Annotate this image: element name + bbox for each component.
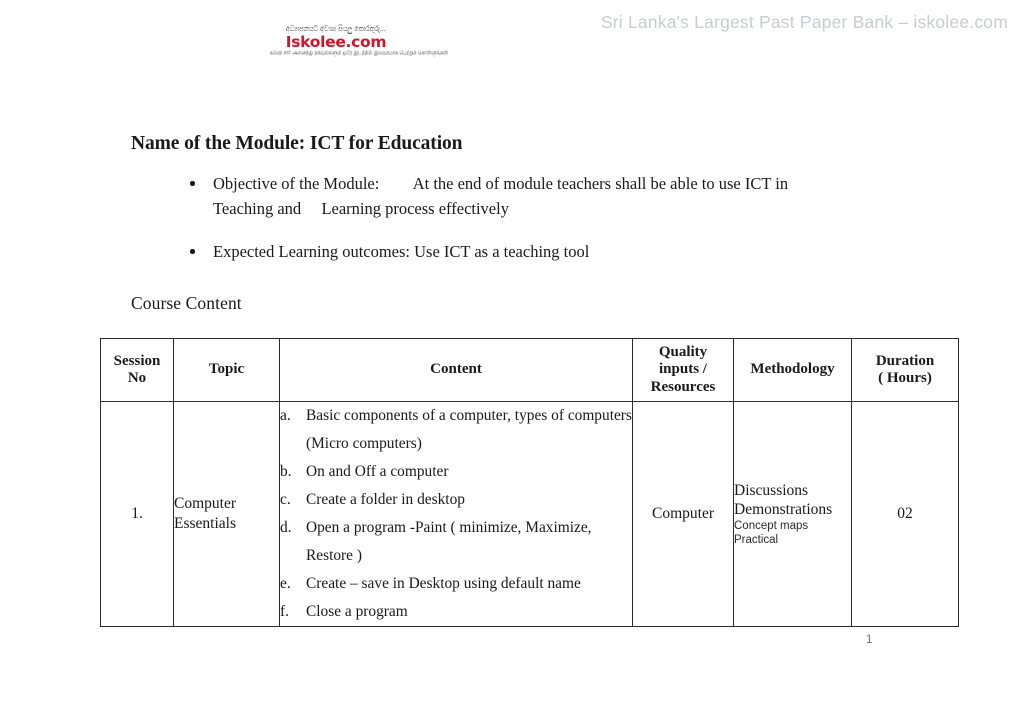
page-title: Name of the Module: ICT for Education (131, 133, 463, 154)
column-header-session-line1: Session (113, 352, 161, 369)
bullet-learning-outcomes (186, 239, 886, 264)
column-header-quality-line3: Resources (650, 378, 716, 395)
column-header-topic (174, 339, 280, 402)
content-item-marker: a. (280, 407, 291, 424)
cell-topic (174, 402, 280, 627)
bullet-dot-icon (190, 249, 195, 254)
content-item-text: Basic components of a computer, types of computers (Micro computers) (306, 407, 632, 452)
cell-methodology (734, 402, 852, 627)
content-item-text: On and Off a computer (306, 463, 449, 480)
logo-sinhala-tagline: අධ්‍යාපනයට අවශ්‍ය සියලු තොරතුරු... (285, 24, 387, 34)
course-content-table (100, 338, 959, 627)
content-item-text: Close a program (306, 603, 408, 620)
column-header-quality-line1: Quality (658, 344, 708, 361)
methodology-main-line2: Demonstrations (734, 501, 833, 518)
table-row (101, 402, 959, 627)
column-header-content (280, 339, 633, 402)
cell-session-no: 1. (101, 402, 174, 627)
site-watermark-text: Sri Lanka's Largest Past Paper Bank – iskolee.com (600, 12, 1008, 32)
page-number: 1 (866, 634, 873, 646)
bullet-objective (186, 171, 886, 221)
bullet-dot-icon (190, 181, 195, 186)
logo-brand-text: Iskolee.com (285, 33, 387, 52)
column-header-quality-line2: inputs / (659, 361, 707, 378)
column-header-methodology-line1: Methodology (750, 361, 835, 378)
content-list-item (280, 598, 632, 626)
course-content-heading: Course Content (131, 293, 242, 313)
column-header-duration-line1: Duration (875, 352, 935, 369)
bullet-objective-text-line2a: Teaching and (213, 199, 302, 218)
cell-topic-line1: Computer (174, 495, 236, 512)
bullet-outcomes-text: Use ICT as a teaching tool (414, 242, 590, 261)
content-item-text: Create – save in Desktop using default name (306, 575, 581, 592)
column-header-duration (852, 339, 959, 402)
content-list-item (280, 458, 632, 486)
bullet-objective-label: Objective of the Module: (213, 174, 380, 193)
column-header-session (101, 339, 174, 402)
column-header-session-line2: No (127, 370, 147, 386)
content-item-list (280, 402, 632, 626)
content-list-item (280, 570, 632, 598)
cell-quality-inputs: Computer (633, 402, 734, 627)
bullet-outcomes-label: Expected Learning outcomes: (213, 242, 411, 261)
column-header-topic-line1: Topic (208, 361, 245, 378)
bullet-objective-text: At the end of module teachers shall be able to use ICT in (412, 174, 789, 193)
module-bullet-list (186, 171, 886, 264)
content-list-item (280, 514, 632, 570)
column-header-duration-line2: ( Hours) (878, 370, 932, 386)
content-item-text: Create a folder in desktop (306, 491, 465, 508)
cell-duration-hours: 02 (852, 402, 959, 627)
content-item-marker: d. (280, 519, 292, 536)
content-item-marker: c. (280, 491, 291, 508)
content-item-text: Open a program -Paint ( minimize, Maximize, Restore ) (306, 519, 592, 564)
content-item-marker: e. (280, 575, 291, 592)
methodology-main-line1: Discussions (734, 482, 809, 499)
content-item-marker: f. (280, 603, 289, 620)
column-header-quality-inputs (633, 339, 734, 402)
cell-topic-line2: Essentials (174, 515, 236, 532)
logo-tamil-tagline: கல்வி சார் அனைத்து தகவல்களும் ஒரே இடத்தில் இலவசமாக பெற்றுக் கொள்ளுங்கள் (270, 51, 449, 58)
cell-content (280, 402, 633, 627)
bullet-objective-text-line2b: Learning process effectively (321, 199, 509, 218)
content-list-item (280, 486, 632, 514)
table-header-row (101, 339, 959, 402)
methodology-small-line2: Practical (734, 534, 779, 546)
column-header-methodology (734, 339, 852, 402)
column-header-content-line1: Content (430, 361, 482, 378)
iskolee-logo (270, 24, 449, 58)
methodology-small-line1: Concept maps (734, 520, 809, 532)
content-item-marker: b. (280, 463, 292, 480)
content-list-item (280, 402, 632, 458)
